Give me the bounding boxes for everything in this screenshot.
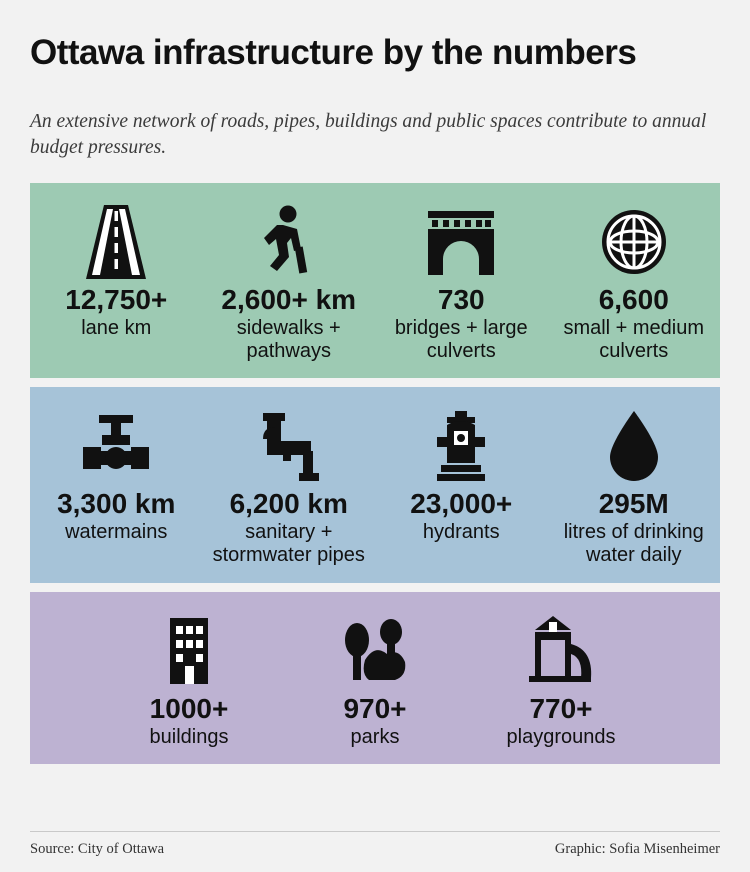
stat-cell-pipes xyxy=(203,405,376,566)
stat-band-water xyxy=(30,387,720,582)
stat-value: 3,300 km xyxy=(57,488,176,520)
stat-cell-drinking-water xyxy=(548,405,721,566)
stat-label: watermains xyxy=(65,521,168,544)
stat-label: sanitary + stormwater pipes xyxy=(212,521,365,566)
road-icon xyxy=(80,201,152,279)
stat-bands xyxy=(30,183,720,765)
bridge-icon xyxy=(422,201,500,279)
stat-cell-culverts xyxy=(548,201,721,362)
page-title: Ottawa infrastructure by the numbers xyxy=(30,33,637,72)
stat-cell-bridges xyxy=(375,201,548,362)
stat-cell-buildings xyxy=(96,610,282,749)
playground-slide-icon xyxy=(523,610,599,688)
stat-value: 295M xyxy=(598,488,669,520)
source-text: Source: City of Ottawa xyxy=(30,841,165,857)
water-drop-icon xyxy=(604,405,664,483)
stat-label: parks xyxy=(350,725,400,748)
stat-value: 12,750+ xyxy=(65,283,168,315)
stat-label: hydrants xyxy=(422,521,500,544)
building-icon xyxy=(156,610,222,688)
valve-icon xyxy=(78,405,154,483)
fire-hydrant-icon xyxy=(429,405,493,483)
footer xyxy=(30,831,720,872)
stat-label: lane km xyxy=(81,316,152,339)
stat-value: 1000+ xyxy=(149,692,229,724)
pedestrian-icon xyxy=(253,201,325,279)
stat-cell-watermains xyxy=(30,405,203,544)
stat-cell-sidewalks xyxy=(203,201,376,362)
stat-band-buildings xyxy=(30,592,720,765)
stat-label: bridges + large culverts xyxy=(394,316,528,362)
stat-value: 6,600 xyxy=(598,283,669,315)
park-trees-icon xyxy=(335,610,415,688)
stat-label: buildings xyxy=(149,725,229,748)
stat-label: sidewalks + pathways xyxy=(236,316,341,362)
stat-band-roads xyxy=(30,183,720,378)
page-subtitle: An extensive network of roads, pipes, buildings and public spaces contribute to annual budget pressures. xyxy=(30,111,707,158)
stat-cell-playgrounds xyxy=(468,610,654,749)
stat-value: 23,000+ xyxy=(410,488,513,520)
stat-cell-hydrants xyxy=(375,405,548,544)
stat-value: 730 xyxy=(437,283,485,315)
stat-value: 770+ xyxy=(529,692,593,724)
stat-value: 2,600+ km xyxy=(221,283,357,315)
credit-text: Graphic: Sofia Misenheimer xyxy=(554,841,720,857)
stat-cell-parks xyxy=(282,610,468,749)
pipe-icon xyxy=(249,405,329,483)
stat-value: 970+ xyxy=(343,692,407,724)
manhole-cover-icon xyxy=(596,201,672,279)
stat-label: playgrounds xyxy=(506,725,616,748)
stat-value: 6,200 km xyxy=(229,488,348,520)
stat-label: small + medium culverts xyxy=(563,316,705,362)
stat-label: litres of drinking water daily xyxy=(563,521,704,566)
stat-cell-lane-km xyxy=(30,201,203,340)
